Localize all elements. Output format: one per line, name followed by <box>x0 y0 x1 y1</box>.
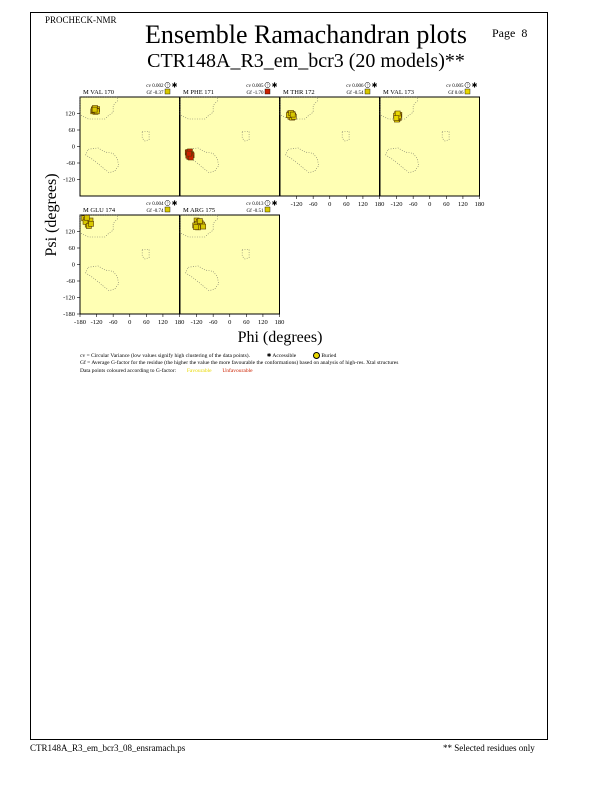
y-tick-label: 0 <box>71 143 75 151</box>
variance-icon-glyph: ? <box>166 200 169 206</box>
data-point <box>89 221 94 226</box>
x-tick-label: 120 <box>258 319 268 326</box>
gf-color-swatch <box>165 207 170 212</box>
x-tick-label: -120 <box>390 201 403 208</box>
legend-line-2: Gf = Average G-factor for the residue (the higher the value the more favourable the conformations) based on analysis of high-res. Xtal structures <box>80 360 399 366</box>
y-tick-label: -60 <box>66 160 75 168</box>
y-tick-label: -120 <box>63 176 75 184</box>
x-tick-label: -120 <box>90 319 103 326</box>
gf-color-swatch <box>265 89 270 94</box>
x-tick-label: 180 <box>474 201 485 208</box>
gf-value: Gf -0.54 <box>346 91 364 96</box>
x-tick-label: 0 <box>228 319 232 326</box>
variance-icon-glyph: ? <box>266 200 269 206</box>
gf-color-swatch <box>365 89 370 94</box>
data-point <box>92 107 97 112</box>
footer-note: ** Selected residues only <box>443 743 535 753</box>
x-tick-label: -60 <box>308 201 318 208</box>
cv-value: cv 0.006 <box>346 84 364 89</box>
x-tick-label: -120 <box>290 201 303 208</box>
buried-icon <box>313 352 320 359</box>
cv-value: cv 0.002 <box>146 84 164 89</box>
legend-unfavourable-label: Unfavourable <box>222 368 253 374</box>
x-tick-label: 60 <box>243 319 250 326</box>
y-tick-label: -120 <box>63 294 75 302</box>
legend-gfactor-text: Data points coloured according to G-factor: <box>80 368 177 374</box>
gf-color-swatch <box>265 207 270 212</box>
accessible-icon: ✱ <box>471 81 478 90</box>
gf-value: Gf -1.70 <box>246 91 264 96</box>
y-tick-label: 120 <box>65 110 75 118</box>
x-tick-label: 180 <box>274 319 285 326</box>
x-tick-label: 60 <box>143 319 150 326</box>
x-axis-title: Phi (degrees) <box>237 329 323 346</box>
data-point <box>187 151 192 156</box>
x-tick-label: -60 <box>208 319 218 326</box>
cv-value: cv 0.013 <box>246 202 264 207</box>
y-tick-label: 60 <box>68 127 75 135</box>
x-tick-label: 180 <box>174 319 185 326</box>
y-tick-label: -60 <box>66 278 75 286</box>
legend-line-1 <box>80 352 336 359</box>
gf-color-swatch <box>165 89 170 94</box>
residue-label: M ARG 175 <box>183 207 216 214</box>
accessible-icon: ✱ <box>271 199 278 208</box>
accessible-icon: ✱ <box>171 199 178 208</box>
gf-color-swatch <box>465 89 470 94</box>
data-point <box>201 224 206 229</box>
legend-accessible-label: Accessible <box>272 352 297 359</box>
page-number-value: 8 <box>521 26 528 40</box>
data-point <box>395 111 400 116</box>
x-tick-label: 0 <box>128 319 132 326</box>
program-name: PROCHECK-NMR <box>45 15 117 25</box>
y-tick-label: -180 <box>63 311 75 319</box>
page-title: Ensemble Ramachandran plots <box>144 20 468 49</box>
variance-icon-glyph: ? <box>466 82 469 88</box>
x-tick-label: 180 <box>374 201 385 208</box>
x-tick-label: -180 <box>74 319 86 326</box>
x-tick-label: 0 <box>328 201 332 208</box>
legend-favourable-label: Favourable <box>186 368 212 374</box>
data-point <box>197 219 202 224</box>
legend-buried-label: Buried <box>321 352 337 359</box>
x-tick-label: 120 <box>358 201 368 208</box>
cv-value: cv 0.004 <box>146 202 164 207</box>
x-tick-label: 120 <box>458 201 468 208</box>
accessible-icon: ✱ <box>271 81 278 90</box>
footer-filename: CTR148A_R3_em_bcr3_08_ensramach.ps <box>30 743 186 753</box>
plot-panel <box>180 97 280 196</box>
page-label: Page <box>492 26 516 40</box>
x-tick-label: -60 <box>408 201 418 208</box>
variance-icon-glyph: ? <box>266 82 269 88</box>
variance-icon-glyph: ? <box>166 82 169 88</box>
accessible-icon: ✱ <box>171 81 178 90</box>
residue-label: M VAL 170 <box>83 89 114 96</box>
x-tick-label: -60 <box>108 319 118 326</box>
residue-label: M THR 172 <box>283 89 315 96</box>
legend-cv-text: cv = Circular Variance (low values signify high clustering of the data points). <box>80 352 250 359</box>
cv-value: cv 0.005 <box>246 84 264 89</box>
gf-value: Gf -0.74 <box>146 209 164 214</box>
data-point <box>394 116 399 121</box>
gf-value: Gf -0.51 <box>246 209 264 214</box>
page-subtitle: CTR148A_R3_em_bcr3 (20 models)** <box>147 50 465 72</box>
x-tick-label: 60 <box>343 201 350 208</box>
x-tick-label: -120 <box>190 319 203 326</box>
x-tick-label: 120 <box>158 319 168 326</box>
x-tick-label: 60 <box>443 201 450 208</box>
plot-panel <box>80 215 180 314</box>
residue-label: M GLU 174 <box>83 207 116 214</box>
residue-label: M PHE 171 <box>183 89 215 96</box>
data-point <box>84 215 89 220</box>
y-axis-title: Psi (degrees) <box>43 173 60 257</box>
y-tick-label: 60 <box>68 245 75 253</box>
variance-icon-glyph: ? <box>366 82 369 88</box>
residue-label: M VAL 173 <box>383 89 414 96</box>
gf-value: Gf -0.37 <box>146 91 164 96</box>
x-tick-label: 0 <box>428 201 432 208</box>
cv-value: cv 0.005 <box>446 84 464 89</box>
data-point <box>290 112 295 117</box>
accessible-icon: ✱ <box>266 352 272 359</box>
data-point <box>194 225 199 230</box>
legend-line-3 <box>80 368 253 374</box>
accessible-icon: ✱ <box>371 81 378 90</box>
y-tick-label: 120 <box>65 228 75 236</box>
gf-value: Gf 0.06 <box>448 91 464 96</box>
y-tick-label: 0 <box>71 261 75 269</box>
